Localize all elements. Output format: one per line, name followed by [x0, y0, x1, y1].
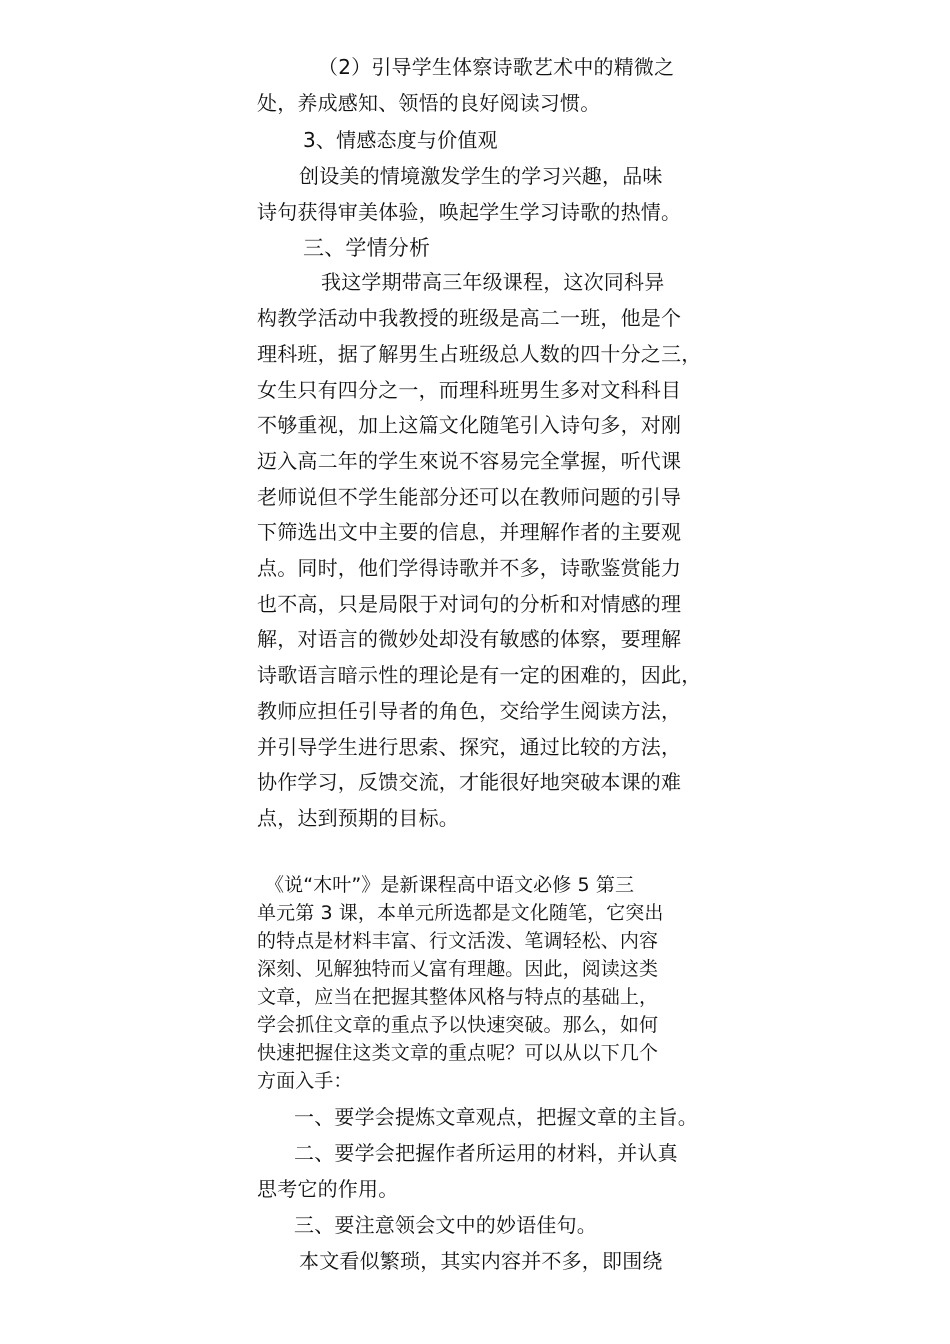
objective-2-line-2: 处，养成感知、领悟的良好阅读习惯。 — [257, 91, 601, 115]
student-analysis-line-3: 理科班，据了解男生占班级总人数的四十分之三， — [257, 342, 702, 366]
student-analysis-line-8: 下筛选出文中主要的信息，并理解作者的主要观 — [257, 520, 682, 544]
text-introduction-line-1: 《说“木叶”》是新课程高中语文必修 5 第三 — [265, 874, 635, 896]
student-analysis-line-5: 不够重视，加上这篇文化随笔引入诗句多，对刚 — [257, 413, 682, 437]
student-analysis-line-4: 女生只有四分之一，而理科班男生多对文科科目 — [257, 378, 682, 402]
text-introduction-line-6: 学会抓住文章的重点予以快速突破。那么，如何 — [257, 1014, 659, 1036]
student-analysis-line-12: 诗歌语言暗示性的理论是有一定的困难的，因此， — [257, 663, 702, 687]
student-analysis-line-13: 教师应担任引导者的角色，交给学生阅读方法， — [257, 699, 682, 723]
student-analysis-line-10: 也不高，只是局限于对词句的分析和对情感的理 — [257, 592, 682, 616]
section-3-heading: 3、情感态度与价值观 — [303, 128, 498, 152]
student-analysis-line-2: 构教学活动中我教授的班级是高二一班，他是个 — [257, 306, 682, 330]
student-analysis-heading: 三、学情分析 — [303, 236, 431, 260]
reading-point-2-line-1: 二、要学会把握作者所运用的材料，并认真 — [294, 1141, 678, 1165]
text-introduction-line-2: 单元第 3 课，本单元所选都是文化随笔，它突出 — [257, 902, 664, 924]
student-analysis-line-9: 点。同时，他们学得诗歌并不多，诗歌鉴赏能力 — [257, 556, 682, 580]
text-introduction-line-3: 的特点是材料丰富、行文活泼、笔调轻松、内容 — [257, 930, 659, 952]
reading-point-2-line-2: 思考它的作用。 — [257, 1177, 399, 1201]
student-analysis-line-11: 解，对语言的微妙处却没有敏感的体察，要理解 — [257, 627, 682, 651]
student-analysis-line-6: 迈入高二年的学生來说不容易完全掌握，听代课 — [257, 449, 682, 473]
student-analysis-line-16: 点，达到预期的目标。 — [257, 806, 459, 830]
affective-goal-line-2: 诗句获得审美体验，唤起学生学习诗歌的热情。 — [257, 200, 682, 224]
student-analysis-line-1: 我这学期带高三年级课程，这次同科异 — [321, 270, 665, 294]
reading-point-1: 一、要学会提炼文章观点，把握文章的主旨。 — [294, 1105, 698, 1129]
objective-2-line-1: （2）引导学生体察诗歌艺术中的精微之 — [318, 55, 675, 79]
text-introduction-line-7: 快速把握住这类文章的重点呢？可以从以下几个 — [257, 1042, 659, 1064]
text-introduction-line-5: 文章，应当在把握其整体风格与特点的基础上， — [257, 986, 659, 1008]
student-analysis-line-15: 协作学习，反馈交流，才能很好地突破本课的难 — [257, 770, 682, 794]
reading-point-3: 三、要注意领会文中的妙语佳句。 — [294, 1213, 597, 1237]
affective-goal-line-1: 创设美的情境激发学生的学习兴趣，品味 — [299, 164, 663, 188]
text-introduction-line-8: 方面入手： — [257, 1070, 353, 1092]
text-summary-line: 本文看似繁琐，其实内容并不多，即围绕 — [299, 1249, 663, 1273]
student-analysis-line-7: 老师说但不学生能部分还可以在教师问题的引导 — [257, 485, 682, 509]
text-introduction-line-4: 深刻、见解独特而乂富有理趣。因此，阅读这类 — [257, 958, 659, 980]
student-analysis-line-14: 并引导学生进行思索、探究，通过比较的方法， — [257, 735, 682, 759]
